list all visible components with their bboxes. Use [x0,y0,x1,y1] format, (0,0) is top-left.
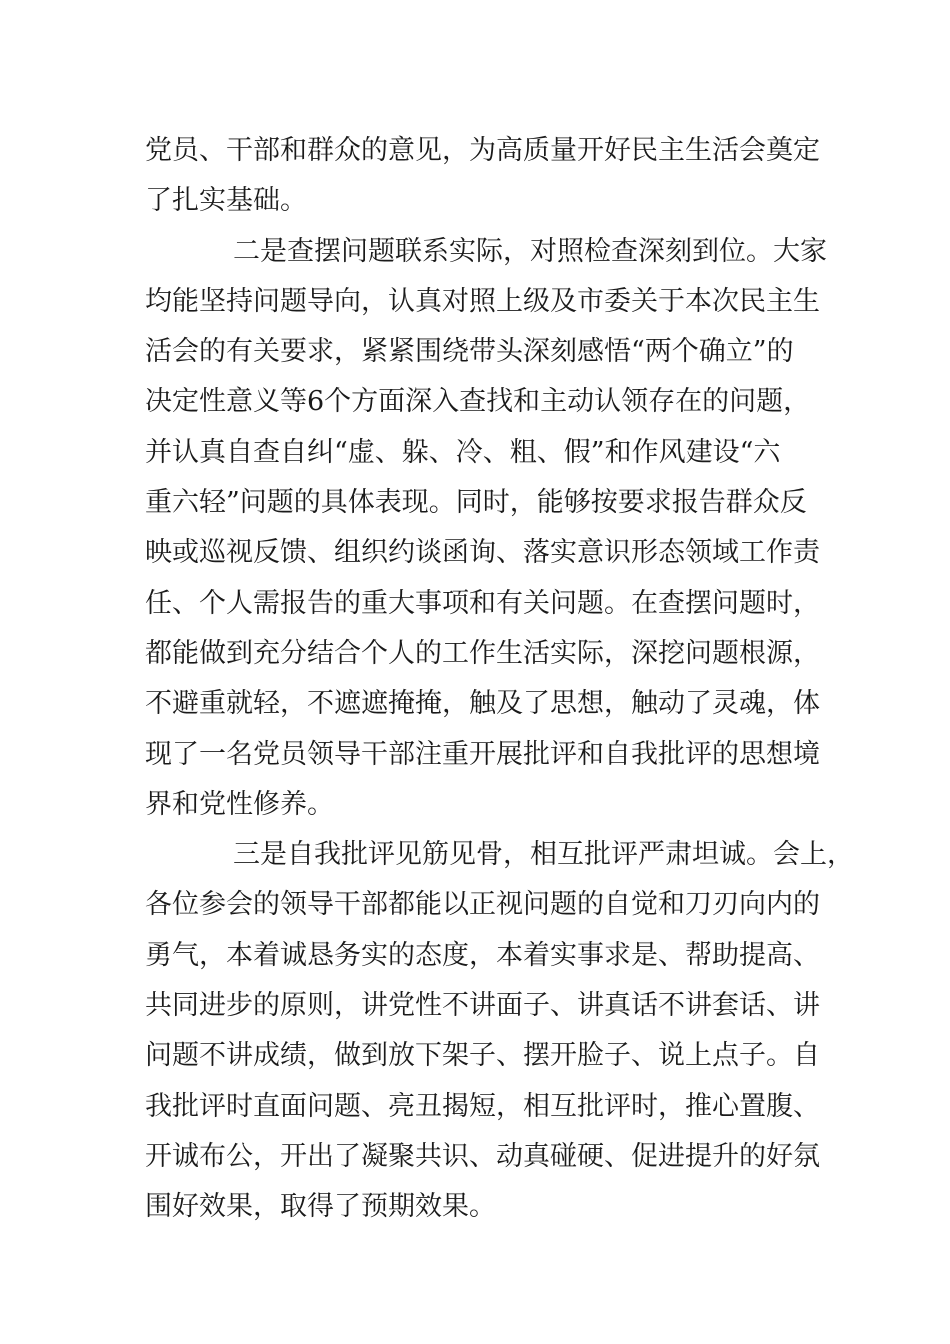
text-line: 问题不讲成绩，做到放下架子、摆开脸子、说上点子。自 [145,1040,820,1072]
text-line-first: 三是自我批评见筋见骨，相互批评严肃坦诚。会上， [233,839,854,871]
text-line: 重六轻”问题的具体表现。同时，能够按要求报告群众反 [145,487,807,519]
text-line: 现了一名党员领导干部注重开展批评和自我批评的思想境 [145,738,820,770]
text-line: 了扎实基础。 [145,185,307,217]
text-line: 活会的有关要求，紧紧围绕带头深刻感悟“两个确立”的 [145,336,794,368]
text-line: 各位参会的领导干部都能以正视问题的自觉和刀刃向内的 [145,889,820,921]
paragraph-point-two [145,227,835,831]
text-line: 界和党性修养。 [145,788,334,820]
text-line: 均能坚持问题导向，认真对照上级及市委关于本次民主生 [145,285,820,317]
text-line: 都能做到充分结合个人的工作生活实际，深挖问题根源， [145,637,820,669]
text-line: 围好效果，取得了预期效果。 [145,1191,496,1223]
text-line: 不避重就轻，不遮遮掩掩，触及了思想，触动了灵魂，体 [145,688,820,720]
text-line: 映或巡视反馈、组织约谈函询、落实意识形态领域工作责 [145,537,820,569]
text-line: 并认真自查自纠“虚、躲、冷、粗、假”和作风建设“六 [145,436,781,468]
text-line: 勇气，本着诚恳务实的态度，本着实事求是、帮助提高、 [145,939,820,971]
paragraph-continuation [145,126,835,227]
document-body [145,126,854,1233]
text-line-first: 二是查摆问题联系实际，对照检查深刻到位。大家 [233,235,827,267]
paragraph-point-three [145,830,854,1232]
text-line: 我批评时直面问题、亮丑揭短，相互批评时，推心置腹、 [145,1090,820,1122]
text-line: 决定性意义等6个方面深入查找和主动认领存在的问题， [145,386,811,418]
text-line: 开诚布公，开出了凝聚共识、动真碰硬、促进提升的好氛 [145,1140,820,1172]
text-line: 党员、干部和群众的意见，为高质量开好民主生活会奠定 [145,135,820,166]
text-line: 共同进步的原则，讲党性不讲面子、讲真话不讲套话、讲 [145,990,820,1022]
text-line: 任、个人需报告的重大事项和有关问题。在查摆问题时， [145,587,820,619]
